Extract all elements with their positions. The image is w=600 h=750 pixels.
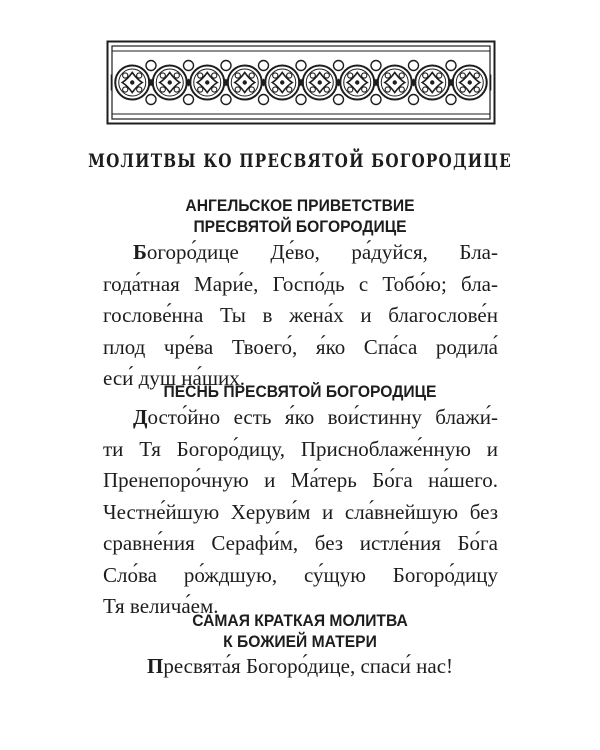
section-title: МОЛИТВЫ КО ПРЕСВЯТОЙ БОГОРОДИЦЕ [88, 150, 512, 172]
prayer-line: года́тная Мари́е, Госпо́дь с Тобо́ю; бла- [103, 271, 498, 296]
prayer-heading: АНГЕЛЬСКОЕ ПРИВЕТСТВИЕ ПРЕСВЯТОЙ БОГОРОДИЦЕ [185, 196, 415, 236]
prayer-line: гослове́нна Ты в жена́х и благослове́н [103, 303, 498, 327]
prayer-line: Пренепоро́чную и Ма́терь Бо́га на́шего. [103, 468, 498, 492]
prayer-line: Честне́йшую Херуви́м и сла́внейшую без [103, 499, 498, 524]
prayer-line: плод чре́ва Твоего́, я́ко Спа́са родила́ [103, 334, 498, 359]
drop-cap: Б [133, 240, 147, 264]
prayer-line: сравне́ния Серафи́м, без истле́ния Бо́га [103, 531, 498, 555]
prayer-line: еси́ душ на́ших. [103, 366, 245, 390]
prayer-text [103, 402, 498, 623]
prayer-line: Досто́йно есть я́ко вои́стинну блажи́- [133, 405, 498, 429]
prayer-text [103, 237, 498, 395]
prayer-heading: САМАЯ КРАТКАЯ МОЛИТВА К БОЖИЕЙ МАТЕРИ [192, 611, 408, 651]
prayer-line: Богоро́дице Де́во, ра́дуйся, Бла- [133, 240, 498, 264]
prayer-line: Сло́ва ро́ждшую, су́щую Богоро́дицу [103, 562, 498, 587]
ornament-band-icon [106, 40, 496, 125]
prayer-line: ресвята́я Богоро́дице, спаси́ нас! [163, 654, 454, 678]
prayer-text [0, 654, 600, 679]
prayer-line: ти Тя Богоро́дицу, Присноблаже́нную и [103, 436, 498, 461]
drop-cap: П [146, 654, 164, 678]
prayer-line: Тя велича́ем. [103, 594, 219, 618]
drop-cap: Д [133, 405, 148, 429]
prayer-heading: ПЕСНЬ ПРЕСВЯТОЙ БОГОРОДИЦЕ [163, 382, 437, 401]
